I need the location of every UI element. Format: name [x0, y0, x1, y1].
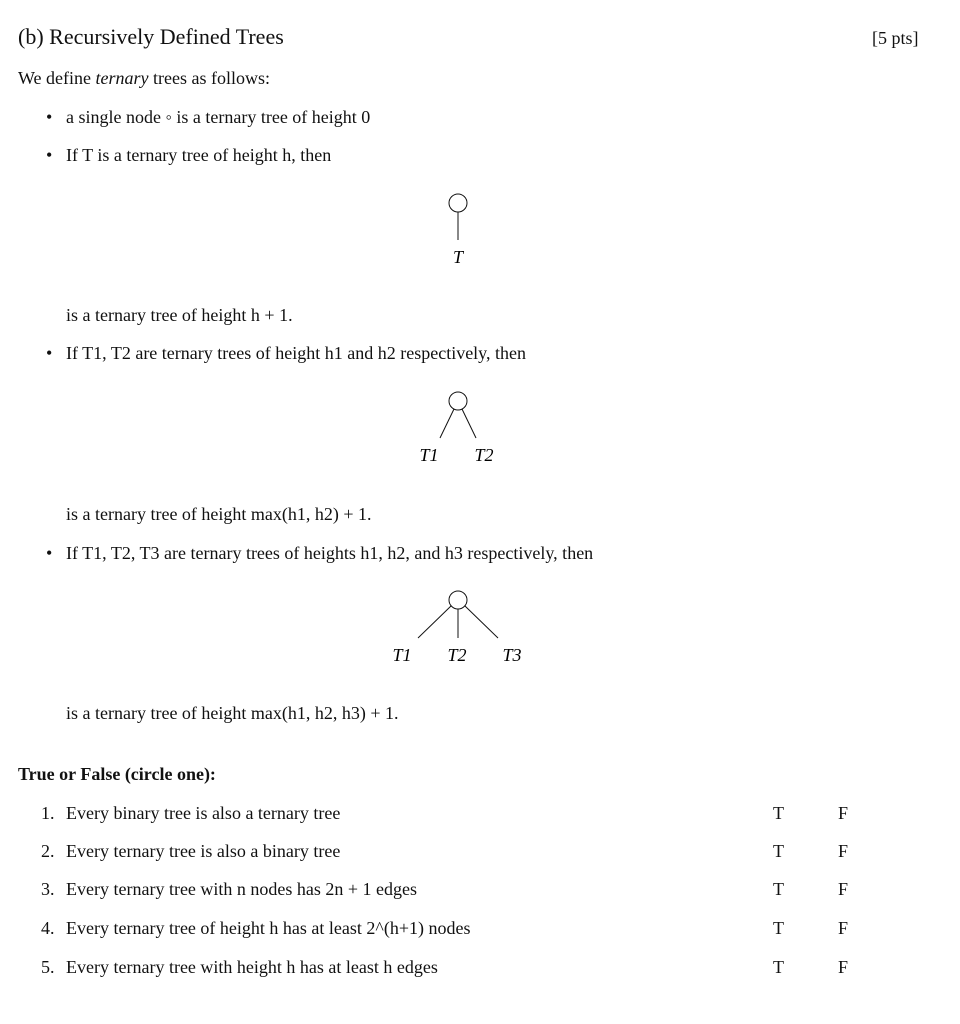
quiz-item-number: 3.: [41, 879, 55, 899]
quiz-item-text: Every ternary tree is also a binary tree: [66, 841, 341, 861]
subtree-label: T1: [419, 445, 439, 465]
rule-1-pre: a single node: [66, 107, 166, 127]
true-option[interactable]: T: [773, 918, 784, 938]
subtree-label: T1: [392, 645, 412, 665]
single-node-symbol: ◦: [165, 107, 172, 127]
subtree-label: T3: [502, 645, 522, 665]
rule-3-after: is a ternary tree of height max(h1, h2) + 1.: [66, 504, 372, 524]
section-heading: (b) Recursively Defined Trees: [18, 24, 284, 49]
bullet: •: [46, 107, 53, 127]
points-label: [5 pts]: [872, 28, 919, 48]
quiz-item-text: Every ternary tree with height h has at least h edges: [66, 957, 438, 977]
rule-3: If T1, T2 are ternary trees of height h1 and h2 respectively, then: [66, 343, 527, 363]
edge: [462, 409, 476, 438]
binary-tree-diagram: [419, 392, 493, 465]
subtree-label: T2: [474, 445, 494, 465]
quiz-item-text: Every binary tree is also a ternary tree: [66, 803, 341, 823]
quiz-item-number: 1.: [41, 803, 55, 823]
true-option[interactable]: T: [773, 841, 784, 861]
true-option[interactable]: T: [773, 879, 784, 899]
false-option[interactable]: F: [838, 918, 849, 938]
quiz-item-number: 2.: [41, 841, 55, 861]
true-option[interactable]: T: [773, 957, 784, 977]
subtree-label: T2: [447, 645, 467, 665]
root-node: [449, 591, 467, 609]
intro-post: trees as follows:: [148, 68, 270, 88]
true-option[interactable]: T: [773, 803, 784, 823]
subtree-label: T: [452, 247, 464, 267]
quiz-item-number: 4.: [41, 918, 55, 938]
rule-4-after: is a ternary tree of height max(h1, h2, h3) + 1.: [66, 703, 399, 723]
edge: [440, 409, 454, 438]
quiz-item-text: Every ternary tree of height h has at least 2^(h+1) nodes: [66, 918, 471, 938]
root-node: [449, 392, 467, 410]
bullet: •: [46, 343, 53, 363]
rule-1-post: is a ternary tree of height 0: [171, 107, 371, 127]
edge: [418, 606, 451, 638]
unary-tree-diagram: [449, 194, 467, 267]
quiz-heading: True or False (circle one):: [18, 764, 216, 784]
edge: [465, 606, 498, 638]
bullet: •: [46, 543, 53, 563]
quiz-item-number: 5.: [41, 957, 55, 977]
bullet: •: [46, 145, 53, 165]
intro-pre: We define: [18, 68, 96, 88]
false-option[interactable]: F: [838, 879, 849, 899]
false-option[interactable]: F: [838, 841, 849, 861]
rule-2: If T is a ternary tree of height h, then: [66, 145, 332, 165]
false-option[interactable]: F: [838, 957, 849, 977]
root-node: [449, 194, 467, 212]
false-option[interactable]: F: [838, 803, 849, 823]
rule-2-after: is a ternary tree of height h + 1.: [66, 305, 293, 325]
quiz-item-text: Every ternary tree with n nodes has 2n + 1 edges: [66, 879, 418, 899]
intro-term: ternary: [95, 68, 149, 88]
rule-4: If T1, T2, T3 are ternary trees of heights h1, h2, and h3 respectively, then: [66, 543, 594, 563]
ternary-tree-diagram: [392, 591, 521, 665]
